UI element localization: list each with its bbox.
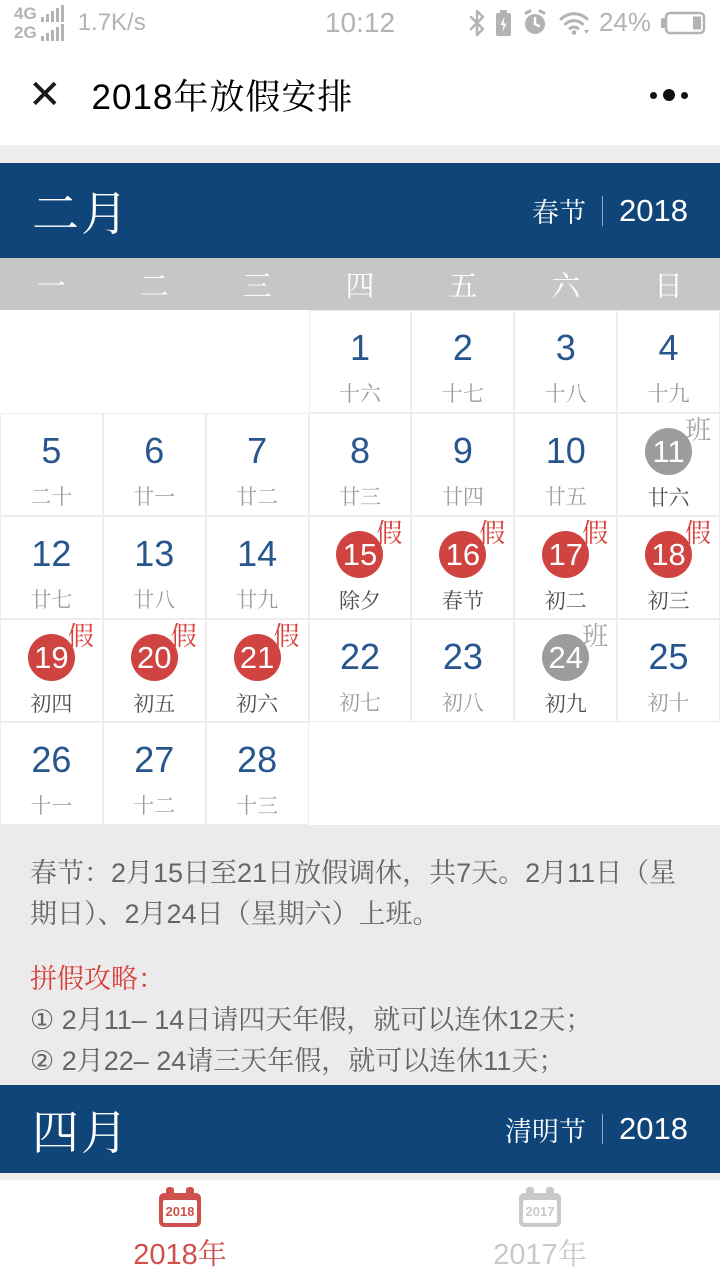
calendar-day-cell xyxy=(0,722,103,825)
calendar-day-cell xyxy=(309,413,412,516)
calendar-day-cell xyxy=(514,619,617,722)
strategy-title: 拼假攻略： xyxy=(30,964,165,994)
calendar-day-cell xyxy=(103,619,206,722)
tab-year-2017[interactable] xyxy=(360,1180,720,1280)
lunar-label: 十二 xyxy=(133,795,176,818)
calendar-day-cell xyxy=(309,619,412,722)
battery-icon xyxy=(660,11,706,35)
tab-label: 2017年 xyxy=(493,1239,587,1271)
lunar-label: 廿八 xyxy=(133,589,176,612)
day-number: 12 xyxy=(31,533,72,574)
more-menu-icon[interactable] xyxy=(646,79,692,111)
holiday-summary: 春节：2月15日至21日放假调休，共7天。2月11日（星期日）、2月24日（星期六）上班。 xyxy=(30,858,677,929)
calendar-empty-cell xyxy=(0,310,103,413)
calendar-day-cell xyxy=(617,516,720,619)
holiday-badge: 假 xyxy=(684,518,711,548)
alarm-clock-icon xyxy=(521,9,549,37)
lunar-label: 廿二 xyxy=(236,486,279,509)
lunar-label: 二十 xyxy=(30,486,73,509)
day-number: 16 xyxy=(439,531,486,578)
day-number: 14 xyxy=(237,533,278,574)
calendar-grid xyxy=(0,310,720,825)
day-number: 25 xyxy=(648,636,689,677)
battery-percent: 24% xyxy=(598,7,651,37)
lunar-label: 廿九 xyxy=(236,589,279,612)
calendar-day-cell xyxy=(309,310,412,413)
calendar-empty-cell xyxy=(103,310,206,413)
network-speed: 1.7K/s xyxy=(77,8,146,36)
calendar-day-cell xyxy=(103,516,206,619)
lunar-label: 十一 xyxy=(30,795,73,818)
strategy-line: ① 2月11– 14日请四天年假，就可以连休12天； xyxy=(30,1005,593,1035)
calendar-empty-cell xyxy=(411,722,514,825)
feb-month-banner xyxy=(0,163,720,258)
holiday-badge: 假 xyxy=(67,621,94,651)
header-divider xyxy=(0,145,720,163)
tabbar-divider xyxy=(0,1173,720,1180)
day-number: 9 xyxy=(452,430,473,471)
bluetooth-icon xyxy=(468,9,486,37)
day-number: 23 xyxy=(442,636,483,677)
day-number: 28 xyxy=(237,739,278,780)
calendar-day-cell xyxy=(411,413,514,516)
calendar-day-cell xyxy=(411,619,514,722)
lunar-label: 廿五 xyxy=(544,486,587,509)
calendar-day-cell xyxy=(617,619,720,722)
lunar-label: 廿六 xyxy=(647,487,690,510)
weekday-label: 六 xyxy=(551,270,581,303)
calendar-empty-cell xyxy=(309,722,412,825)
festival-name: 春节 xyxy=(532,198,587,228)
calendar-day-cell xyxy=(514,310,617,413)
charging-battery-icon xyxy=(495,9,512,37)
tab-label: 2018年 xyxy=(133,1239,227,1271)
weekday-label: 日 xyxy=(654,270,684,303)
month-name: 二月 xyxy=(32,187,130,240)
strategy-line: ② 2月22– 24请三天年假，就可以连休11天； xyxy=(30,1046,566,1076)
apr-month-banner xyxy=(0,1085,720,1173)
day-number: 13 xyxy=(134,533,175,574)
day-number: 20 xyxy=(131,634,178,681)
calendar-day-cell xyxy=(0,413,103,516)
lunar-label: 初二 xyxy=(544,590,587,613)
calendar-empty-cell xyxy=(617,722,720,825)
day-number: 18 xyxy=(645,531,692,578)
day-number: 5 xyxy=(41,430,62,471)
calendar-empty-cell xyxy=(206,310,309,413)
banner-separator xyxy=(602,1114,603,1144)
holiday-badge: 假 xyxy=(170,621,197,651)
day-number: 7 xyxy=(247,430,268,471)
calendar-day-cell xyxy=(0,619,103,722)
day-number: 8 xyxy=(349,430,370,471)
status-clock: 10:12 xyxy=(324,6,396,38)
weekday-label: 四 xyxy=(345,270,375,303)
calendar-day-cell xyxy=(411,516,514,619)
lunar-label: 初九 xyxy=(544,693,587,716)
calendar-day-cell xyxy=(206,413,309,516)
day-number: 10 xyxy=(545,430,586,471)
lunar-label: 初八 xyxy=(441,692,484,715)
lunar-label: 廿四 xyxy=(441,486,484,509)
weekday-label: 三 xyxy=(242,270,272,303)
calendar-day-cell xyxy=(206,722,309,825)
page-title: 2018年放假安排 xyxy=(91,78,354,117)
banner-year: 2018 xyxy=(619,192,688,228)
day-number: 26 xyxy=(31,739,72,780)
close-icon[interactable]: ✕ xyxy=(28,73,62,117)
workday-badge: 班 xyxy=(684,415,711,445)
weekday-label: 五 xyxy=(448,270,478,303)
day-number: 1 xyxy=(349,327,370,368)
day-number: 2 xyxy=(452,327,473,368)
festival-name: 清明节 xyxy=(505,1116,587,1147)
calendar-day-cell xyxy=(617,413,720,516)
calendar-day-cell xyxy=(514,516,617,619)
wifi-icon xyxy=(558,10,590,36)
month-name: 四月 xyxy=(32,1105,130,1159)
calendar-day-cell xyxy=(411,310,514,413)
calendar-day-cell xyxy=(309,516,412,619)
day-number: 15 xyxy=(336,531,383,578)
lunar-label: 除夕 xyxy=(338,590,381,613)
lunar-label: 初七 xyxy=(338,692,381,715)
tab-year-2018[interactable] xyxy=(0,1180,360,1280)
page-header xyxy=(0,45,720,145)
calendar-day-cell xyxy=(0,516,103,619)
calendar-day-cell xyxy=(514,413,617,516)
lunar-label: 廿一 xyxy=(133,486,176,509)
lunar-label: 十六 xyxy=(338,383,381,406)
holiday-badge: 假 xyxy=(273,621,300,651)
sim2-network-label: 2G xyxy=(14,23,37,42)
sim1-network-label: 4G xyxy=(14,4,37,23)
day-number: 19 xyxy=(28,634,75,681)
lunar-label: 初三 xyxy=(647,590,690,613)
calendar-day-cell xyxy=(206,516,309,619)
day-number: 21 xyxy=(234,634,281,681)
holiday-badge: 假 xyxy=(376,518,403,548)
lunar-label: 初五 xyxy=(133,693,176,716)
weekday-label: 一 xyxy=(36,270,66,303)
lunar-label: 廿七 xyxy=(30,589,73,612)
status-bar xyxy=(0,0,720,45)
calendar-2018-icon: 2018 xyxy=(159,1187,201,1227)
day-number: 24 xyxy=(542,634,589,681)
calendar-empty-cell xyxy=(514,722,617,825)
lunar-label: 初十 xyxy=(647,692,690,715)
holiday-badge: 假 xyxy=(582,518,609,548)
holiday-badge: 假 xyxy=(479,518,506,548)
calendar-2017-icon: 2017 xyxy=(519,1187,561,1227)
day-number: 3 xyxy=(555,327,576,368)
banner-year: 2018 xyxy=(619,1111,688,1146)
day-number: 6 xyxy=(144,430,165,471)
holiday-notes xyxy=(0,825,720,1085)
lunar-label: 十七 xyxy=(441,383,484,406)
day-number: 22 xyxy=(339,636,381,677)
banner-right-group xyxy=(532,191,688,230)
lunar-label: 十三 xyxy=(236,795,279,818)
lunar-label: 十八 xyxy=(544,383,587,406)
banner-separator xyxy=(602,196,603,226)
day-number: 17 xyxy=(542,531,589,578)
calendar-day-cell xyxy=(103,413,206,516)
lunar-label: 初六 xyxy=(236,693,279,716)
weekday-label: 二 xyxy=(139,270,169,303)
weekday-header-row xyxy=(0,258,720,310)
status-right-group xyxy=(468,7,706,38)
lunar-label: 廿三 xyxy=(338,486,381,509)
day-number: 27 xyxy=(134,739,175,780)
banner-right-group xyxy=(505,1110,688,1149)
calendar-day-cell xyxy=(617,310,720,413)
calendar-day-cell xyxy=(206,619,309,722)
workday-badge: 班 xyxy=(582,621,609,651)
calendar-day-cell xyxy=(103,722,206,825)
year-tabbar xyxy=(0,1180,720,1280)
lunar-label: 春节 xyxy=(441,590,484,613)
lunar-label: 十九 xyxy=(647,383,690,406)
lunar-label: 初四 xyxy=(30,693,73,716)
day-number: 11 xyxy=(645,428,692,475)
day-number: 4 xyxy=(658,327,679,368)
